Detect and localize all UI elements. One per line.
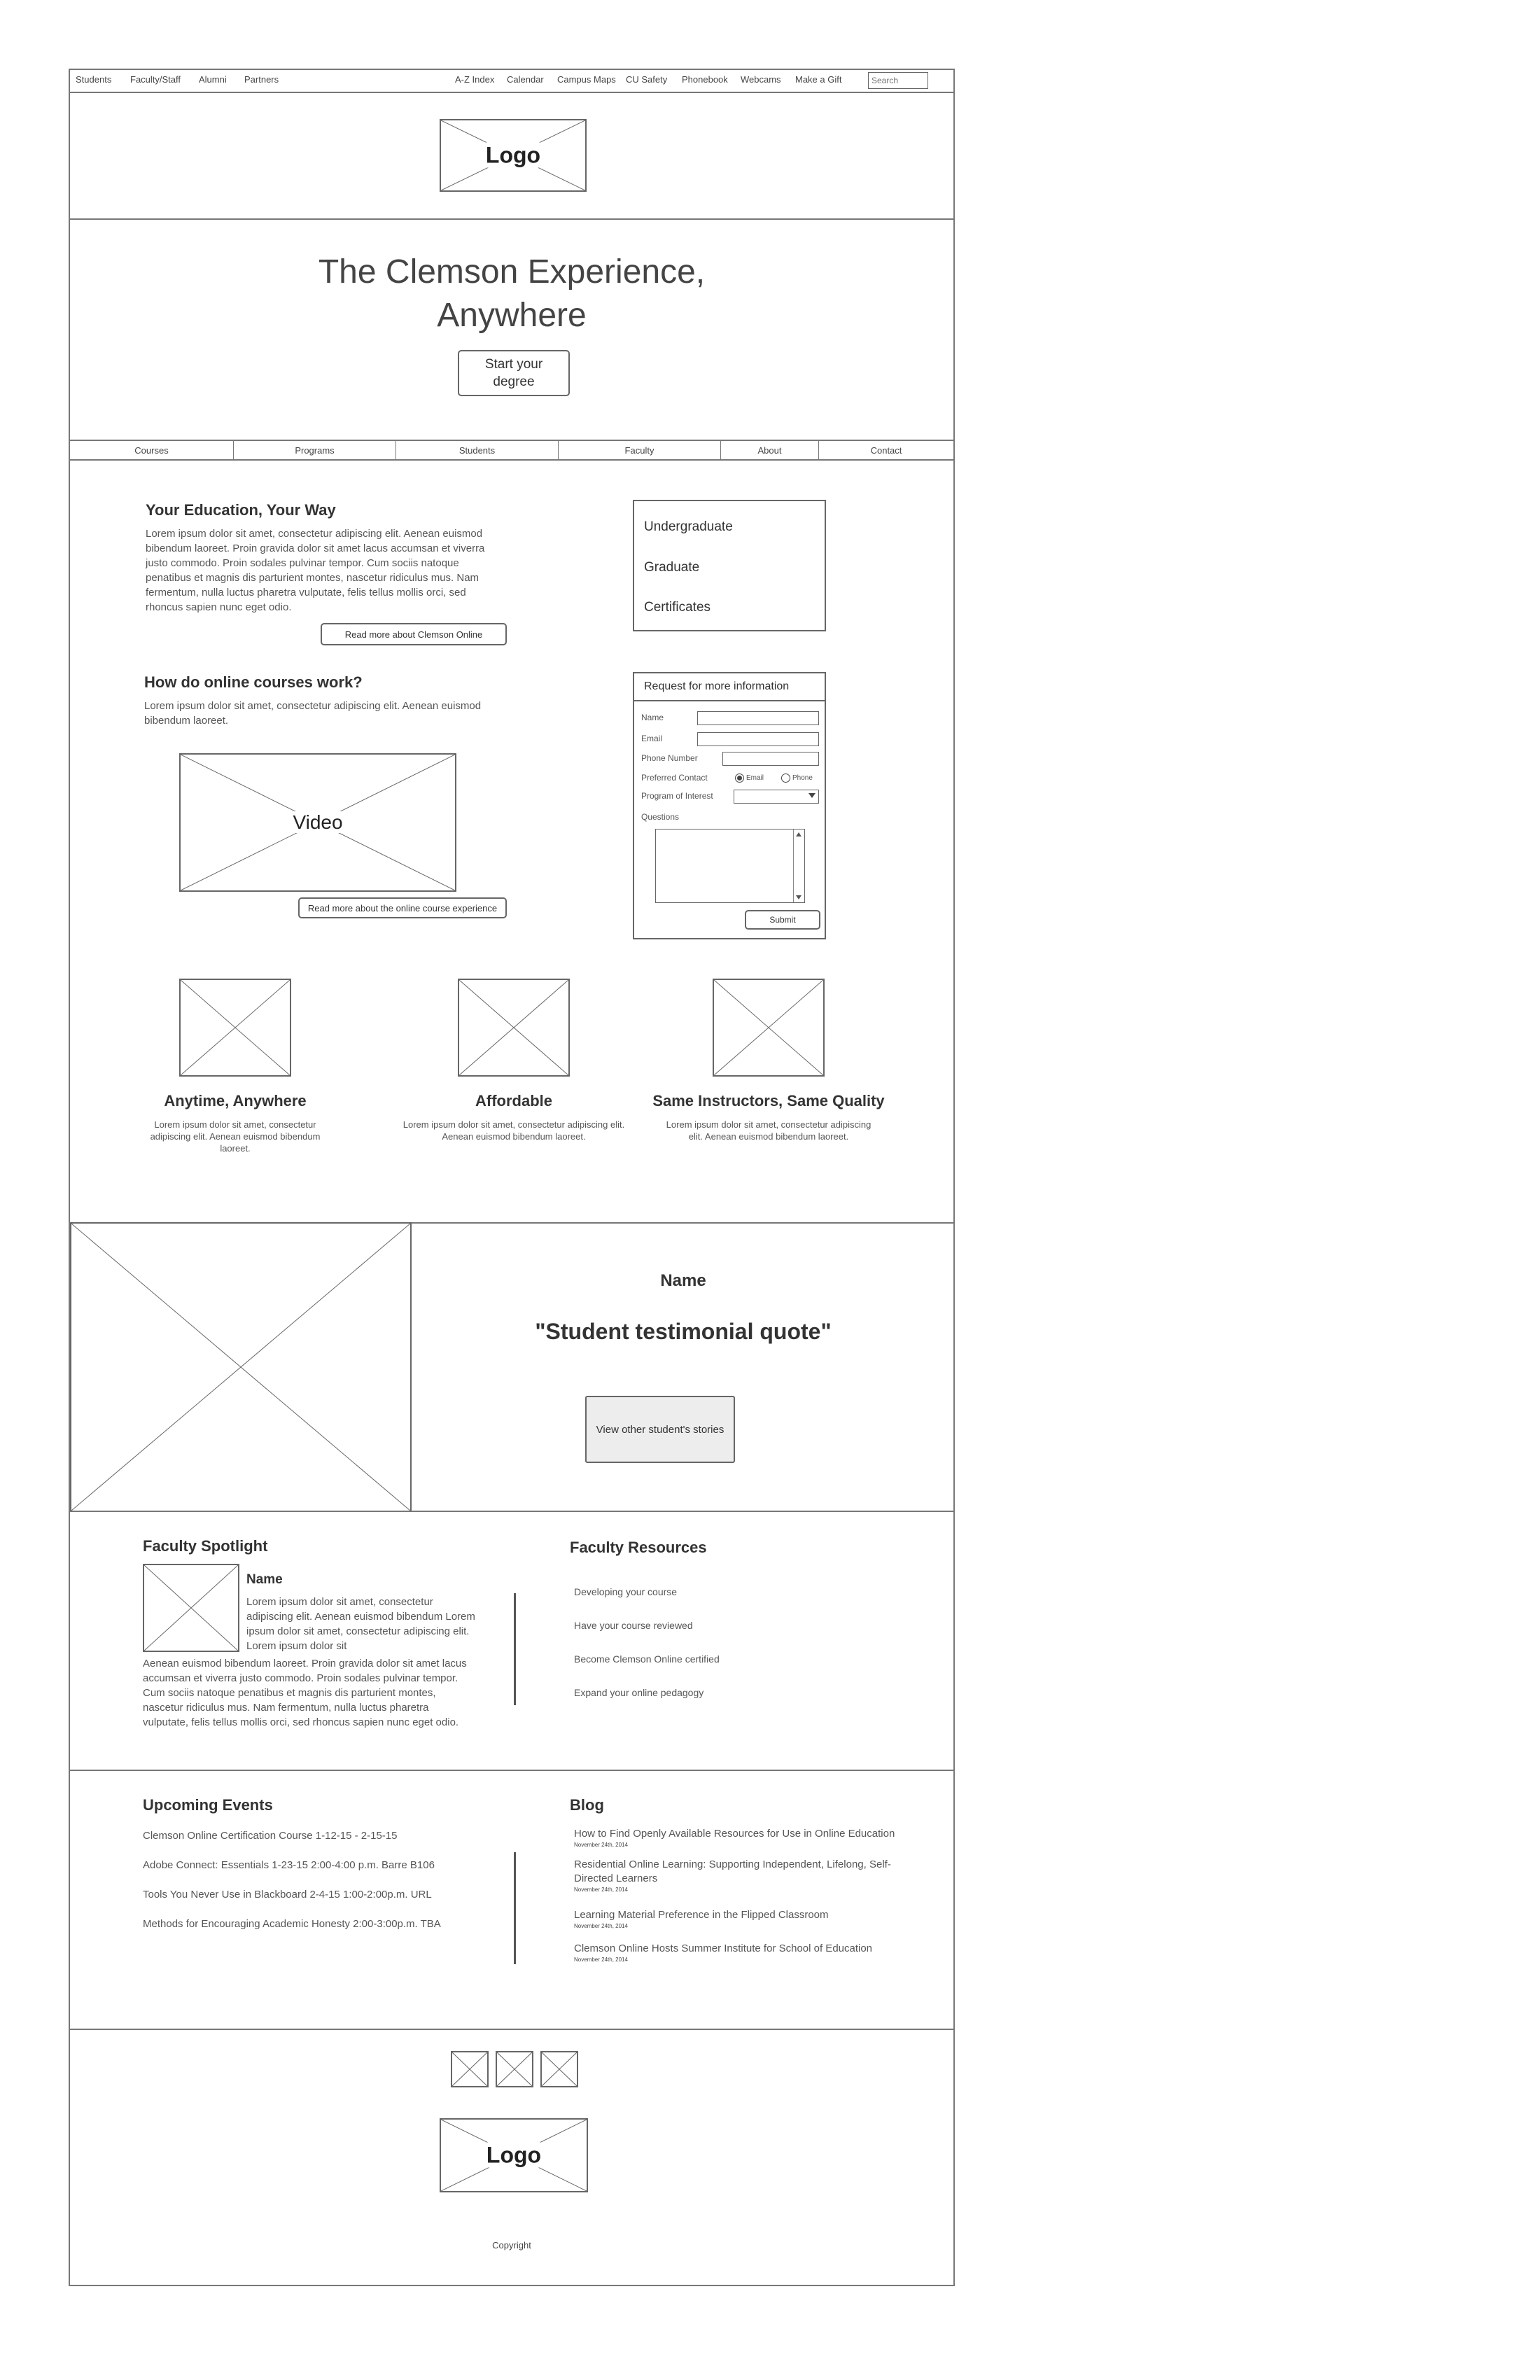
name-label: Name	[641, 713, 664, 722]
blog-post-title: Residential Online Learning: Supporting Independent, Lifelong, Self-Directed Learners	[574, 1858, 891, 1884]
util-link-webcams[interactable]: Webcams	[741, 74, 781, 85]
program-link-certificates[interactable]: Certificates	[644, 600, 711, 615]
blog-post-title: How to Find Openly Available Resources for Use in Online Education	[574, 1828, 895, 1840]
util-link-calendar[interactable]: Calendar	[507, 74, 544, 85]
textarea-scrollbar[interactable]	[793, 830, 804, 902]
social-icon[interactable]	[451, 2051, 489, 2087]
util-link-alumni[interactable]: Alumni	[199, 74, 227, 85]
util-link-partners[interactable]: Partners	[244, 74, 279, 85]
read-more-clemson-online-button[interactable]: Read more about Clemson Online	[321, 623, 507, 645]
divider	[70, 2029, 953, 2030]
logo-text: Logo	[482, 2143, 545, 2168]
util-link-az-index[interactable]: A-Z Index	[455, 74, 495, 85]
section-divider	[514, 1593, 516, 1705]
header-logo[interactable]	[440, 119, 587, 192]
start-degree-button[interactable]: Start your degree	[458, 350, 570, 396]
online-courses-heading: How do online courses work?	[144, 673, 363, 691]
questions-label: Questions	[641, 812, 680, 822]
video-label: Video	[288, 811, 346, 833]
feature-title-quality: Same Instructors, Same Quality	[652, 1092, 885, 1110]
program-interest-label: Program of Interest	[641, 791, 713, 801]
submit-button[interactable]: Submit	[745, 910, 820, 930]
phone-input[interactable]	[722, 752, 819, 766]
logo-text: Logo	[482, 143, 545, 168]
social-icon[interactable]	[496, 2051, 533, 2087]
divider	[70, 218, 953, 220]
util-link-make-a-gift[interactable]: Make a Gift	[795, 74, 842, 85]
programs-box	[633, 500, 826, 631]
divider	[70, 1770, 953, 1771]
education-heading: Your Education, Your Way	[146, 501, 336, 519]
blog-post[interactable]	[574, 1908, 945, 1929]
email-label: Email	[641, 734, 663, 743]
online-courses-text: Lorem ipsum dolor sit amet, consectetur adipiscing elit. Aenean euismod bibendum laoreet.	[144, 700, 482, 727]
program-interest-select[interactable]	[734, 790, 819, 804]
util-link-campus-maps[interactable]: Campus Maps	[557, 74, 616, 85]
video-player[interactable]	[179, 753, 456, 892]
feature-title-anytime: Anytime, Anywhere	[164, 1092, 307, 1110]
divider	[70, 1511, 953, 1512]
resource-link-review[interactable]: Have your course reviewed	[574, 1620, 693, 1631]
contact-phone-label: Phone	[792, 774, 813, 782]
read-more-online-experience-button[interactable]: Read more about the online course experience	[298, 897, 507, 918]
scroll-down-icon	[796, 895, 802, 899]
faculty-name: Name	[246, 1572, 283, 1587]
education-text: Lorem ipsum dolor sit amet, consectetur adipiscing elit. Aenean euismod bibendum laoreet. Proin gravida dolor sit amet lacus accumsan et viverra justo commodo. Proin sodales pulvinar tempor. Cum sociis natoque penatibus et magnis dis parturient montes, nascetur ridiculus mus. Nam fermentum, nulla luctus pharetra vulputate, felis tellus mollis orci, sed rhoncus sapien nunc eget odio.	[146, 528, 485, 613]
page-wireframe	[69, 69, 955, 2286]
name-input[interactable]	[697, 711, 819, 725]
hero-title: The Clemson Experience, Anywhere	[318, 253, 706, 334]
faculty-spotlight-heading: Faculty Spotlight	[143, 1537, 268, 1555]
main-nav	[70, 440, 953, 461]
preferred-contact-label: Preferred Contact	[641, 773, 708, 783]
util-link-phonebook[interactable]: Phonebook	[682, 74, 728, 85]
contact-phone-radio[interactable]	[781, 774, 790, 783]
faculty-bio-beside: Lorem ipsum dolor sit amet, consectetur adipiscing elit. Aenean euismod bibendum Lorem ipsum dolor sit amet, consectetur adipiscing elit. Lorem ipsum dolor sit	[246, 1596, 475, 1652]
feature-text-anytime: Lorem ipsum dolor sit amet, consectetur adipiscing elit. Aenean euismod bibendum laoreet.	[150, 1119, 321, 1154]
events-heading: Upcoming Events	[143, 1796, 273, 1814]
blog-post-date: November 24th, 2014	[574, 1956, 628, 1963]
social-icon[interactable]	[540, 2051, 578, 2087]
nav-tab-about[interactable]: About	[721, 441, 819, 459]
event-item[interactable]: Adobe Connect: Essentials 1-23-15 2:00-4:00 p.m. Barre B106	[143, 1859, 435, 1871]
feature-image-anytime	[179, 979, 291, 1077]
phone-label: Phone Number	[641, 753, 698, 763]
testimonial-image	[70, 1222, 412, 1512]
nav-tab-programs[interactable]: Programs	[234, 441, 396, 459]
resource-link-certified[interactable]: Become Clemson Online certified	[574, 1653, 720, 1665]
contact-email-radio[interactable]	[735, 774, 744, 783]
chevron-down-icon	[808, 793, 816, 798]
form-title: Request for more information	[634, 673, 825, 701]
feature-image-affordable	[458, 979, 570, 1077]
feature-text-affordable: Lorem ipsum dolor sit amet, consectetur adipiscing elit. Aenean euismod bibendum laoreet.	[402, 1119, 625, 1142]
blog-post-date: November 24th, 2014	[574, 1923, 628, 1929]
program-link-graduate[interactable]: Graduate	[644, 560, 700, 575]
util-link-faculty-staff[interactable]: Faculty/Staff	[130, 74, 181, 85]
feature-title-affordable: Affordable	[475, 1092, 552, 1110]
copyright: Copyright	[492, 2240, 531, 2250]
divider	[70, 92, 953, 93]
util-link-cu-safety[interactable]: CU Safety	[626, 74, 668, 85]
resource-link-developing[interactable]: Developing your course	[574, 1586, 678, 1597]
blog-post-date: November 24th, 2014	[574, 1842, 628, 1848]
program-link-undergraduate[interactable]: Undergraduate	[644, 519, 733, 534]
contact-email-label: Email	[746, 774, 764, 782]
testimonial-quote: "Student testimonial quote"	[535, 1319, 832, 1344]
nav-tab-contact[interactable]: Contact	[870, 444, 902, 456]
blog-post-date: November 24th, 2014	[574, 1886, 628, 1893]
blog-post[interactable]	[574, 1827, 945, 1848]
event-item[interactable]: Tools You Never Use in Blackboard 2-4-15 1:00-2:00p.m. URL	[143, 1889, 432, 1900]
faculty-photo	[143, 1564, 239, 1652]
nav-tab-courses[interactable]: Courses	[70, 441, 234, 459]
search-input[interactable]	[868, 72, 928, 89]
util-link-students[interactable]: Students	[76, 74, 112, 85]
nav-tab-faculty[interactable]: Faculty	[559, 441, 721, 459]
footer-logo[interactable]	[440, 2118, 588, 2192]
request-info-form	[633, 672, 826, 939]
feature-image-quality	[713, 979, 825, 1077]
faculty-bio-below: Aenean euismod bibendum laoreet. Proin gravida dolor sit amet lacus accumsan et viverra justo commodo. Proin sodales pulvinar tempor. Cum sociis natoque penatibus et magnis dis parturient montes, nascetur ridiculus mus. Nam fermentum, nulla luctus pharetra vulputate, felis tellus mollis orci, sed rhoncus sapien nunc eget odio.	[143, 1658, 467, 1728]
section-divider	[514, 1852, 516, 1964]
feature-text-quality: Lorem ipsum dolor sit amet, consectetur adipiscing elit. Aenean euismod bibendum laoreet.	[666, 1119, 872, 1142]
blog-post[interactable]	[574, 1858, 924, 1893]
scroll-up-icon	[796, 832, 802, 836]
questions-textarea[interactable]	[655, 829, 805, 903]
blog-post[interactable]	[574, 1942, 945, 1963]
resource-link-pedagogy[interactable]: Expand your online pedagogy	[574, 1687, 704, 1698]
blog-heading: Blog	[570, 1796, 604, 1814]
event-item[interactable]: Methods for Encouraging Academic Honesty 2:00-3:00p.m. TBA	[143, 1918, 441, 1930]
testimonial-name: Name	[660, 1271, 706, 1290]
blog-post-title: Clemson Online Hosts Summer Institute for School of Education	[574, 1942, 873, 1954]
event-item[interactable]: Clemson Online Certification Course 1-12-15 - 2-15-15	[143, 1830, 398, 1842]
blog-post-title: Learning Material Preference in the Flipped Classroom	[574, 1909, 829, 1921]
faculty-resources-heading: Faculty Resources	[570, 1539, 707, 1556]
nav-tab-students[interactable]: Students	[396, 441, 559, 459]
email-input[interactable]	[697, 732, 819, 746]
view-student-stories-button[interactable]: View other student's stories	[585, 1396, 735, 1463]
